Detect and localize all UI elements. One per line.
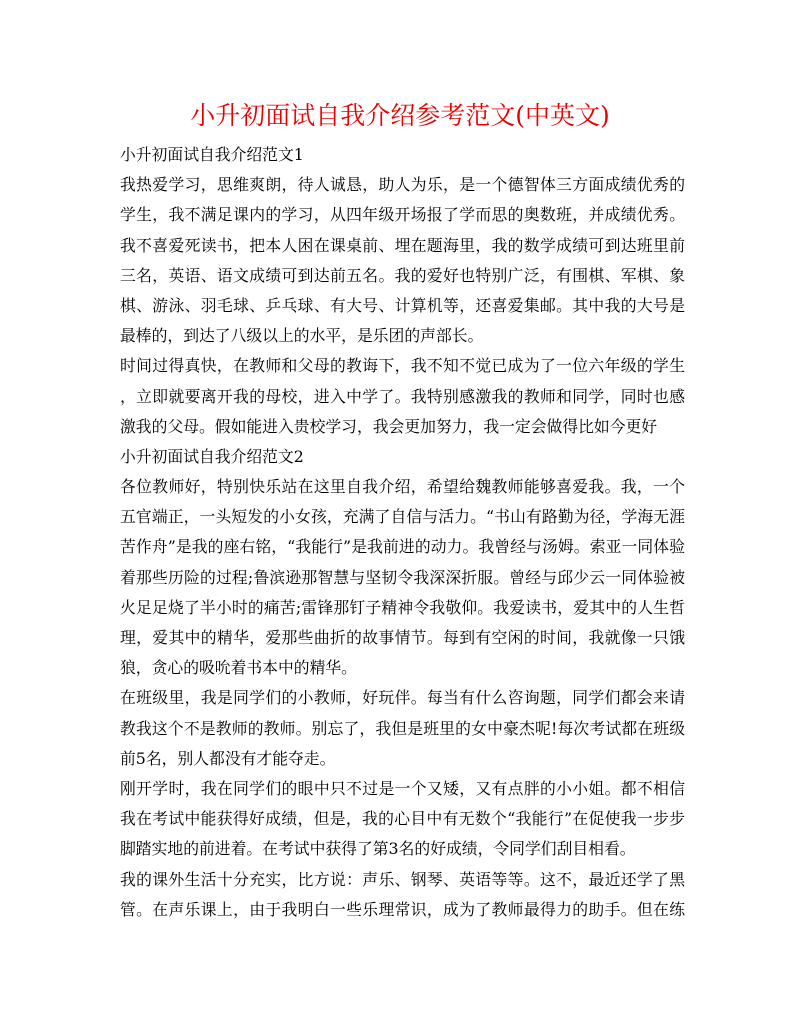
paragraph-line: 我的课外生活十分充实，比方说：声乐、钢琴、英语等等。这不，最近还学了黑 — [120, 869, 685, 889]
paragraph-line: 各位教师好，特别快乐站在这里自我介绍，希望给魏教师能够喜爱我。我，一个 — [120, 477, 685, 497]
paragraph-line: 学生，我不满足课内的学习，从四年级开场报了学而思的奥数班，并成绩优秀。 — [120, 205, 685, 225]
section-heading: 小升初面试自我介绍范文1 — [120, 145, 304, 164]
paragraph-line: 在班级里，我是同学们的小教师，好玩伴。每当有什么咨询题，同学们都会来请 — [120, 688, 685, 708]
document-title: 小升初面试自我介绍参考范文(中英文) — [190, 101, 610, 130]
paragraph-line: 教我这个不是教师的教师。别忘了，我但是班里的女中豪杰呢!每次考试都在班级 — [120, 718, 685, 738]
paragraph-line: 我在考试中能获得好成绩，但是，我的心目中有无数个“我能行”在促使我一步步 — [120, 809, 685, 829]
paragraph-line: 时间过得真快，在教师和父母的教诲下，我不知不觉已成为了一位六年级的学生 — [120, 356, 685, 376]
paragraph-line: 火足足烧了半小时的痛苦;雷锋那钉子精神令我敬仰。我爱读书，爱其中的人生哲 — [120, 597, 685, 617]
paragraph-line: 着那些历险的过程;鲁滨逊那智慧与坚韧令我深深折服。曾经与邱少云一同体验被 — [120, 567, 685, 587]
paragraph-line: ，立即就要离开我的母校，进入中学了。我特别感激我的教师和同学，同时也感 — [120, 386, 685, 406]
paragraph-line: 管。在声乐课上，由于我明白一些乐理常识，成为了教师最得力的助手。但在练 — [120, 899, 685, 919]
paragraph-line: 前5名，别人都没有才能夺走。 — [120, 748, 336, 768]
paragraph-line: 脚踏实地的前进着。在考试中获得了第3名的好成绩，令同学们刮目相看。 — [120, 839, 636, 859]
paragraph-line: 狼，贪心的吸吮着书本中的精华。 — [120, 658, 357, 678]
document-body — [120, 140, 685, 925]
paragraph-line: 五官端正，一头短发的小女孩，充满了自信与活力。“书山有路勤为径，学海无涯 — [120, 507, 685, 527]
section-heading: 小升初面试自我介绍范文2 — [120, 446, 304, 466]
paragraph-line: 我热爱学习，思维爽朗，待人诚恳，助人为乐，是一个德智体三方面成绩优秀的 — [120, 175, 685, 195]
paragraph-line: 棋、游泳、羽毛球、乒乓球、有大号、计算机等，还喜爱集邮。其中我的大号是 — [120, 295, 685, 315]
paragraph-line: 理，爱其中的精华，爱那些曲折的故事情节。每到有空闲的时间，我就像一只饿 — [120, 628, 685, 647]
paragraph-line: 最棒的，到达了八级以上的水平，是乐团的声部长。 — [120, 326, 484, 346]
paragraph-line: 三名，英语、语文成绩可到达前五名。我的爱好也特别广泛，有围棋、军棋、象 — [120, 265, 685, 285]
paragraph-line: 激我的父母。假如能进入贵校学习，我会更加努力，我一定会做得比如今更好 — [120, 416, 658, 436]
paragraph-line: 刚开学时，我在同学们的眼中只不过是一个又矮，又有点胖的小小姐。都不相信 — [120, 778, 685, 798]
paragraph-line: 苦作舟”是我的座右铭，“我能行”是我前进的动力。我曾经与汤姆。索亚一同体验 — [120, 537, 685, 557]
paragraph-line: 我不喜爱死读书，把本人困在课桌前、埋在题海里，我的数学成绩可到达班里前 — [120, 235, 685, 255]
